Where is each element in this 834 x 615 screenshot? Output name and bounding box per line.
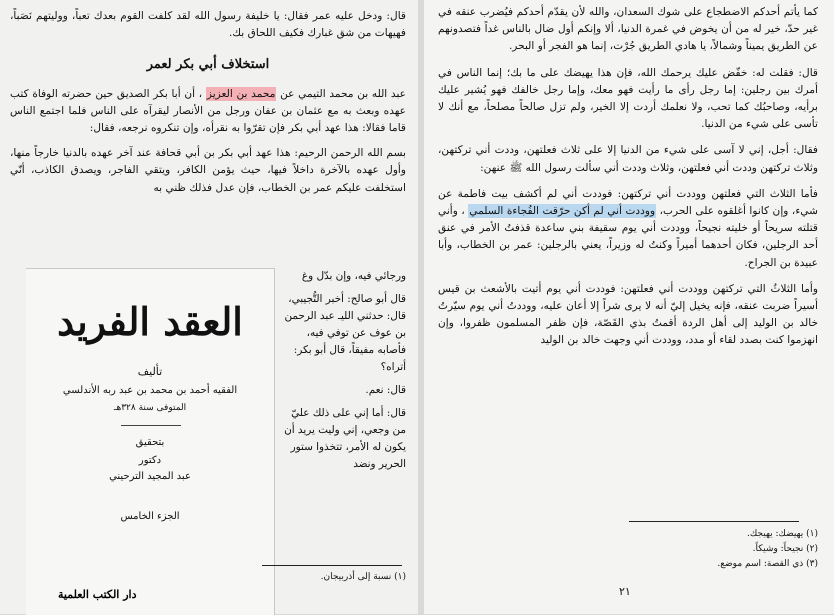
paragraph: قال: ودخل عليه عمر فقال: يا خليفة رسول الله لقد كلفت القوم بعدك تعباً، ووليتهم نَصَباً، فهيهات من شق غبارك فكيف اللحاق بك. (10, 10, 406, 40)
doctor-label: دكتور (138, 455, 162, 466)
highlighted-text[interactable]: محمد بن العزيز (206, 87, 276, 100)
paragraph-with-highlight (10, 86, 406, 138)
footnote: (٣) ذي القصة: اسم موضع. (717, 559, 818, 569)
volume-label: الجزء الخامس (120, 511, 180, 522)
text-span: ، أن أبا بكر الصديق حين حضرته الوفاة كتب عهده وبعث به مع عثمان بن عفان ورجل من الأنصار ليقرآه على الناس فلما اجتمع الناس قاما فقالا: هذا عهد أبي بكر فإن تقرّوا به نقرأه، وإن تنكروه نرجعه، فقال: (10, 87, 406, 135)
footnotes (598, 527, 818, 572)
paragraph: بسم الله الرحمن الرحيم: هذا عهد أبي بكر بن أبي قحافة عند آخر عهده بالدنيا خارجاً منها، وأول عهده بالآخرة داخلاً فيها، حيث يؤمن الكافر، ويتقي الفاجر، ويصدق الكاذب، أنّي استخلفت عليكم عمر بن الخطاب، فإن عدل فذلك ظني به (10, 147, 406, 194)
page-number: ٢١ (619, 585, 631, 598)
strip-line: قال: نعم. (365, 384, 406, 396)
footnote: (٢) نجيحاً: وشيكاً. (752, 544, 818, 554)
footnote-separator (629, 521, 799, 522)
editing-label: بتحقيق (135, 437, 165, 448)
footnote: (١) يهيضك: يهيجك. (746, 529, 818, 539)
authorship-label: تأليف (137, 365, 163, 378)
book-cover (26, 268, 275, 615)
footnote: (١) نسبة إلى أذربيجان. (320, 572, 406, 582)
author-death-date: المتوفى سنة ٣٢٨هـ (113, 403, 187, 413)
left-page-body (10, 8, 406, 205)
divider (121, 425, 181, 426)
right-page-body (438, 4, 818, 359)
footnote-separator (262, 565, 402, 566)
strip-line: قال أبو صالح: أخبر التُّجيبي، قال: حدثني الليـ عبد الرحمن بن عوف عن توفي فيه، فأصابه مفيقاً، قال أبو بكر: أتراه؟ (284, 293, 406, 373)
paragraph-with-highlight (438, 186, 818, 272)
section-title: استخلاف أبي بكر لعمر (146, 57, 270, 73)
highlighted-text[interactable]: ووددت أني لم أكن حرّقت الفُجاءة السلمي (469, 205, 656, 218)
strip-line: ورجائي فيه، وإن بدّل وغ (301, 270, 406, 282)
paragraph: وأما الثلاثُ التي تركتهن ووددت أني فعلتهن: فوددت أني يوم أتيت بالأشعث بن قيس أسيراً ضربت عنقه، فإنه يخيل إليّ أنه لا يرى شراً إلا أعان عليه، ووددتُ أني يوم سيّرتُ خالد بن الوليد إلى أهل الردة أقمتُ بذي القَصّة، فإن ظفر المسلمون ظفروا، وإن انهزموا كنت بصدد لقاء أو مدد، ووددت أني وجهت خالد بن الوليد (438, 282, 818, 347)
title-calligraphy: العقد الفريد (57, 298, 243, 344)
text-span: فأما الثلاث التي فعلتهن ووددت أني تركتهن: فوددت أني لم أكشف بيت فاطمة عن شيء، وإن كانوا أغلقوه على الحرب، (438, 187, 819, 218)
left-text-strip (276, 268, 406, 568)
text-span: عبد الله بن محمد التيمي عن (280, 87, 407, 100)
editor-name: عبد المجيد الترحيني (109, 471, 191, 482)
paragraph: فقال: أجل، إني لا آسى على شيء من الدنيا إلا على ثلاث فعلتهن، وددت أني تركتهن، وثلاث تركتهن وددت أني فعلتهن، وثلاث وددت أني سألت رسول الله ﷺ عنهن: (438, 144, 818, 174)
paragraph: قال: فقلت له: خفّض عليك يرحمك الله، فإن هذا يهيضك على ما بك؛ إنما الناس في أمرك بين رجلين: إما رجل رأى ما رأيت فهو معك، وإما رجل خالفك فهو يُشير عليك برأيه، وصاحبُك كما تحب، ولا نعلمك أردت إلا الخير، ولم تزل صالحاً مصلحاً، مع أنك لا تأسى على شيء من الدنيا. (438, 66, 818, 131)
text-span: ، وأني قتلته سريحاً أو خليته نجيحاً، ووددت أني يوم سقيفة بني ساعدة قذفتُ الأمر في عنق أحد الرجلين، فكان أحدهما أميراً وكنتُ له وزيراً، يعني بالرجلين: عمر بن الخطاب، وأبا عبيدة بن الجراح. (438, 205, 818, 269)
right-page (424, 0, 834, 614)
publisher-name: دار الكتب العلمية (58, 588, 137, 601)
strip-line: قال: أما إني على ذلك عليّ من وجعي، إني وليت يريد أن يكون له الأمر، تتخذوا ستور الحرير ونضد (284, 407, 406, 470)
paragraph: كما يأتم أحدكم الاضطجاع على شوك السعدان، والله لأن يقدّم أحدكم فيُضرب عنقه في غير حدّ، خير له من أن يخوض في غمرة الدنيا، ألا وإنكم أول ضال بالناس غداً فتصدونهم عن الطريق يميناً وشمالاً، يا هادي الطريق جُرْت، إنما هو الفجر أو البحر. (438, 6, 818, 53)
author-name: الفقيه أحمد بن محمد بن عبد ربه الأندلسي (62, 385, 238, 396)
